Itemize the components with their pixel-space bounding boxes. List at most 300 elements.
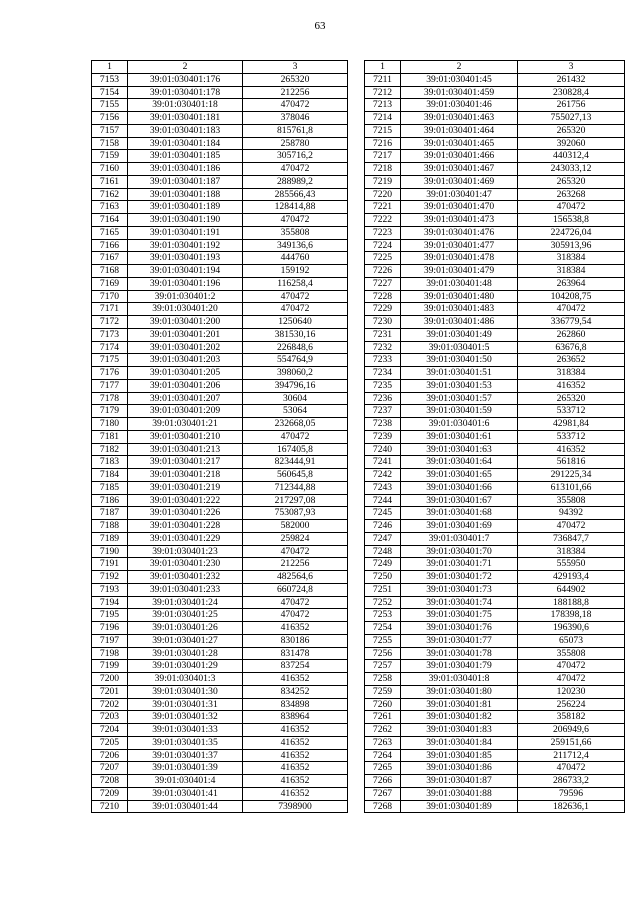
table-row — [92, 175, 348, 188]
value-cell: 381530,16 — [243, 328, 348, 341]
value-cell: 561816 — [518, 456, 625, 469]
cadastral-number-cell: 39:01:030401:193 — [128, 252, 243, 265]
table-row — [365, 277, 625, 290]
row-number-cell: 7175 — [92, 354, 128, 367]
table-row — [92, 800, 348, 813]
row-number-cell: 7227 — [365, 277, 401, 290]
table-row — [365, 787, 625, 800]
row-number-cell: 7164 — [92, 214, 128, 227]
row-number-cell: 7218 — [365, 163, 401, 176]
row-number-cell: 7265 — [365, 762, 401, 775]
row-number-cell: 7184 — [92, 469, 128, 482]
cadastral-number-cell: 39:01:030401:465 — [401, 137, 518, 150]
row-number-cell: 7167 — [92, 252, 128, 265]
table-row — [92, 265, 348, 278]
cadastral-number-cell: 39:01:030401:29 — [128, 660, 243, 673]
value-cell: 258780 — [243, 137, 348, 150]
row-number-cell: 7251 — [365, 583, 401, 596]
value-cell: 159192 — [243, 265, 348, 278]
table-row — [365, 469, 625, 482]
value-cell: 416352 — [243, 787, 348, 800]
cadastral-number-cell: 39:01:030401:188 — [128, 188, 243, 201]
table-row — [365, 175, 625, 188]
table-row — [365, 418, 625, 431]
table-row — [92, 430, 348, 443]
row-number-cell: 7163 — [92, 201, 128, 214]
table-row — [92, 214, 348, 227]
table-row — [365, 290, 625, 303]
table-row — [92, 762, 348, 775]
table-row — [365, 698, 625, 711]
row-number-cell: 7230 — [365, 316, 401, 329]
row-number-cell: 7159 — [92, 150, 128, 163]
row-number-cell: 7165 — [92, 226, 128, 239]
row-number-cell: 7249 — [365, 558, 401, 571]
value-cell: 416352 — [243, 673, 348, 686]
row-number-cell: 7162 — [92, 188, 128, 201]
table-row — [92, 124, 348, 137]
row-number-cell: 7180 — [92, 418, 128, 431]
cadastral-number-cell: 39:01:030401:229 — [128, 532, 243, 545]
table-row — [365, 647, 625, 660]
row-number-cell: 7253 — [365, 609, 401, 622]
value-cell: 416352 — [243, 724, 348, 737]
cadastral-number-cell: 39:01:030401:27 — [128, 634, 243, 647]
cadastral-number-cell: 39:01:030401:86 — [401, 762, 518, 775]
table-row — [92, 787, 348, 800]
value-cell: 392060 — [518, 137, 625, 150]
cadastral-number-cell: 39:01:030401:181 — [128, 112, 243, 125]
table-row — [365, 99, 625, 112]
table-row — [365, 800, 625, 813]
row-number-cell: 7186 — [92, 494, 128, 507]
value-cell: 416352 — [243, 762, 348, 775]
value-cell: 305913,96 — [518, 239, 625, 252]
value-cell: 470472 — [243, 609, 348, 622]
row-number-cell: 7154 — [92, 86, 128, 99]
cadastral-number-cell: 39:01:030401:82 — [401, 711, 518, 724]
row-number-cell: 7181 — [92, 430, 128, 443]
value-cell: 53064 — [243, 405, 348, 418]
value-cell: 470472 — [243, 99, 348, 112]
cadastral-number-cell: 39:01:030401:88 — [401, 787, 518, 800]
table-row — [365, 379, 625, 392]
row-number-cell: 7213 — [365, 99, 401, 112]
table-row — [365, 507, 625, 520]
table-row — [92, 634, 348, 647]
table-row — [365, 265, 625, 278]
value-cell: 262860 — [518, 328, 625, 341]
row-number-cell: 7156 — [92, 112, 128, 125]
value-cell: 65073 — [518, 634, 625, 647]
cadastral-number-cell: 39:01:030401:81 — [401, 698, 518, 711]
value-cell: 206949,6 — [518, 724, 625, 737]
row-number-cell: 7225 — [365, 252, 401, 265]
row-number-cell: 7239 — [365, 430, 401, 443]
cadastral-number-cell: 39:01:030401:6 — [401, 418, 518, 431]
table-row — [92, 775, 348, 788]
cadastral-number-cell: 39:01:030401:187 — [128, 175, 243, 188]
row-number-cell: 7206 — [92, 749, 128, 762]
table-row — [92, 469, 348, 482]
cadastral-number-cell: 39:01:030401:89 — [401, 800, 518, 813]
table-row — [92, 392, 348, 405]
cadastral-number-cell: 39:01:030401:68 — [401, 507, 518, 520]
value-cell: 470472 — [518, 762, 625, 775]
value-cell: 416352 — [243, 749, 348, 762]
value-cell: 182636,1 — [518, 800, 625, 813]
value-cell: 120230 — [518, 685, 625, 698]
table-row — [365, 392, 625, 405]
table-row — [92, 736, 348, 749]
cadastral-number-cell: 39:01:030401:466 — [401, 150, 518, 163]
row-number-cell: 7262 — [365, 724, 401, 737]
value-cell: 224726,04 — [518, 226, 625, 239]
value-cell: 288989,2 — [243, 175, 348, 188]
cadastral-number-cell: 39:01:030401:50 — [401, 354, 518, 367]
table-row — [365, 252, 625, 265]
cadastral-number-cell: 39:01:030401:26 — [128, 622, 243, 635]
cadastral-number-cell: 39:01:030401:79 — [401, 660, 518, 673]
cadastral-number-cell: 39:01:030401:20 — [128, 303, 243, 316]
row-number-cell: 7254 — [365, 622, 401, 635]
table-row — [365, 430, 625, 443]
row-number-cell: 7232 — [365, 341, 401, 354]
value-cell: 533712 — [518, 430, 625, 443]
row-number-cell: 7252 — [365, 596, 401, 609]
row-number-cell: 7259 — [365, 685, 401, 698]
cadastral-number-cell: 39:01:030401:23 — [128, 545, 243, 558]
table-row — [365, 660, 625, 673]
row-number-cell: 7266 — [365, 775, 401, 788]
value-cell: 416352 — [518, 379, 625, 392]
row-number-cell: 7185 — [92, 481, 128, 494]
row-number-cell: 7222 — [365, 214, 401, 227]
cadastral-number-cell: 39:01:030401:28 — [128, 647, 243, 660]
value-cell: 265320 — [243, 73, 348, 86]
cadastral-number-cell: 39:01:030401:210 — [128, 430, 243, 443]
cadastral-number-cell: 39:01:030401:469 — [401, 175, 518, 188]
table-row — [92, 724, 348, 737]
cadastral-number-cell: 39:01:030401:39 — [128, 762, 243, 775]
cadastral-number-cell: 39:01:030401:185 — [128, 150, 243, 163]
table-row — [92, 558, 348, 571]
cadastral-number-cell: 39:01:030401:8 — [401, 673, 518, 686]
row-number-cell: 7257 — [365, 660, 401, 673]
cadastral-number-cell: 39:01:030401:480 — [401, 290, 518, 303]
table-row — [365, 596, 625, 609]
row-number-cell: 7178 — [92, 392, 128, 405]
value-cell: 212256 — [243, 558, 348, 571]
table-row — [92, 481, 348, 494]
cadastral-number-cell: 39:01:030401:194 — [128, 265, 243, 278]
row-number-cell: 7161 — [92, 175, 128, 188]
value-cell: 263964 — [518, 277, 625, 290]
cadastral-number-cell: 39:01:030401:7 — [401, 532, 518, 545]
cadastral-number-cell: 39:01:030401:473 — [401, 214, 518, 227]
table-row — [92, 367, 348, 380]
value-cell: 42981,84 — [518, 418, 625, 431]
column-header: 3 — [243, 61, 348, 74]
table-row — [365, 520, 625, 533]
value-cell: 470472 — [518, 660, 625, 673]
table-row — [92, 150, 348, 163]
row-number-cell: 7226 — [365, 265, 401, 278]
row-number-cell: 7176 — [92, 367, 128, 380]
value-cell: 265320 — [518, 392, 625, 405]
table-row — [365, 316, 625, 329]
row-number-cell: 7236 — [365, 392, 401, 405]
row-number-cell: 7267 — [365, 787, 401, 800]
cadastral-number-cell: 39:01:030401:459 — [401, 86, 518, 99]
cadastral-number-cell: 39:01:030401:24 — [128, 596, 243, 609]
row-number-cell: 7244 — [365, 494, 401, 507]
row-number-cell: 7199 — [92, 660, 128, 673]
cadastral-number-cell: 39:01:030401:230 — [128, 558, 243, 571]
row-number-cell: 7207 — [92, 762, 128, 775]
cadastral-number-cell: 39:01:030401:186 — [128, 163, 243, 176]
value-cell: 470472 — [243, 596, 348, 609]
value-cell: 444760 — [243, 252, 348, 265]
table-row — [92, 137, 348, 150]
row-number-cell: 7198 — [92, 647, 128, 660]
value-cell: 838964 — [243, 711, 348, 724]
value-cell: 470472 — [243, 303, 348, 316]
row-number-cell: 7219 — [365, 175, 401, 188]
cadastral-number-cell: 39:01:030401:31 — [128, 698, 243, 711]
table-row — [92, 163, 348, 176]
cadastral-number-cell: 39:01:030401:18 — [128, 99, 243, 112]
cadastral-number-cell: 39:01:030401:73 — [401, 583, 518, 596]
value-cell: 416352 — [243, 622, 348, 635]
row-number-cell: 7182 — [92, 443, 128, 456]
value-cell: 470472 — [518, 520, 625, 533]
cadastral-number-cell: 39:01:030401:4 — [128, 775, 243, 788]
cadastral-number-cell: 39:01:030401:178 — [128, 86, 243, 99]
value-cell: 217297,08 — [243, 494, 348, 507]
row-number-cell: 7189 — [92, 532, 128, 545]
cadastral-number-cell: 39:01:030401:46 — [401, 99, 518, 112]
value-cell: 660724,8 — [243, 583, 348, 596]
value-cell: 318384 — [518, 252, 625, 265]
table-row — [92, 354, 348, 367]
row-number-cell: 7264 — [365, 749, 401, 762]
row-number-cell: 7214 — [365, 112, 401, 125]
value-cell: 286733,2 — [518, 775, 625, 788]
row-number-cell: 7256 — [365, 647, 401, 660]
cadastral-number-cell: 39:01:030401:477 — [401, 239, 518, 252]
table-row — [92, 596, 348, 609]
row-number-cell: 7212 — [365, 86, 401, 99]
cadastral-number-cell: 39:01:030401:176 — [128, 73, 243, 86]
row-number-cell: 7200 — [92, 673, 128, 686]
table-row — [365, 558, 625, 571]
row-number-cell: 7173 — [92, 328, 128, 341]
table-row — [365, 749, 625, 762]
cadastral-number-cell: 39:01:030401:61 — [401, 430, 518, 443]
cadastral-number-cell: 39:01:030401:486 — [401, 316, 518, 329]
cadastral-number-cell: 39:01:030401:33 — [128, 724, 243, 737]
value-cell: 582000 — [243, 520, 348, 533]
table-row — [92, 609, 348, 622]
value-cell: 1250640 — [243, 316, 348, 329]
table-row — [365, 150, 625, 163]
row-number-cell: 7197 — [92, 634, 128, 647]
table-row — [92, 277, 348, 290]
value-cell: 560645,8 — [243, 469, 348, 482]
column-header: 2 — [128, 61, 243, 74]
table-row — [365, 532, 625, 545]
cadastral-number-cell: 39:01:030401:25 — [128, 609, 243, 622]
table-row — [365, 545, 625, 558]
table-row — [92, 418, 348, 431]
column-header: 1 — [365, 61, 401, 74]
value-cell: 823444,91 — [243, 456, 348, 469]
row-number-cell: 7240 — [365, 443, 401, 456]
table-row — [92, 328, 348, 341]
value-cell: 470472 — [243, 214, 348, 227]
cadastral-number-cell: 39:01:030401:72 — [401, 571, 518, 584]
row-number-cell: 7191 — [92, 558, 128, 571]
table-row — [365, 86, 625, 99]
row-number-cell: 7192 — [92, 571, 128, 584]
value-cell: 243033,12 — [518, 163, 625, 176]
value-cell: 318384 — [518, 545, 625, 558]
table-row — [365, 685, 625, 698]
row-number-cell: 7210 — [92, 800, 128, 813]
row-number-cell: 7153 — [92, 73, 128, 86]
cadastral-number-cell: 39:01:030401:192 — [128, 239, 243, 252]
value-cell: 416352 — [243, 736, 348, 749]
row-number-cell: 7247 — [365, 532, 401, 545]
cadastral-number-cell: 39:01:030401:483 — [401, 303, 518, 316]
row-number-cell: 7172 — [92, 316, 128, 329]
table-row — [92, 660, 348, 673]
value-cell: 156538,8 — [518, 214, 625, 227]
cadastral-number-cell: 39:01:030401:213 — [128, 443, 243, 456]
table-row — [365, 494, 625, 507]
table-row — [365, 711, 625, 724]
row-number-cell: 7179 — [92, 405, 128, 418]
row-number-cell: 7183 — [92, 456, 128, 469]
cadastral-number-cell: 39:01:030401:78 — [401, 647, 518, 660]
row-number-cell: 7248 — [365, 545, 401, 558]
value-cell: 79596 — [518, 787, 625, 800]
cadastral-number-cell: 39:01:030401:83 — [401, 724, 518, 737]
row-number-cell: 7255 — [365, 634, 401, 647]
row-number-cell: 7158 — [92, 137, 128, 150]
cadastral-number-cell: 39:01:030401:30 — [128, 685, 243, 698]
value-cell: 265320 — [518, 175, 625, 188]
cadastral-number-cell: 39:01:030401:57 — [401, 392, 518, 405]
table-row — [365, 634, 625, 647]
value-cell: 416352 — [518, 443, 625, 456]
table-row — [365, 673, 625, 686]
value-cell: 94392 — [518, 507, 625, 520]
value-cell: 263652 — [518, 354, 625, 367]
cadastral-number-cell: 39:01:030401:53 — [401, 379, 518, 392]
row-number-cell: 7260 — [365, 698, 401, 711]
value-cell: 753087,93 — [243, 507, 348, 520]
row-number-cell: 7263 — [365, 736, 401, 749]
table-row — [92, 698, 348, 711]
row-number-cell: 7166 — [92, 239, 128, 252]
table-row — [92, 545, 348, 558]
cadastral-number-cell: 39:01:030401:76 — [401, 622, 518, 635]
value-cell: 358182 — [518, 711, 625, 724]
table-row — [92, 673, 348, 686]
cadastral-number-cell: 39:01:030401:64 — [401, 456, 518, 469]
column-header: 3 — [518, 61, 625, 74]
value-cell: 470472 — [518, 201, 625, 214]
value-cell: 555950 — [518, 558, 625, 571]
value-cell: 429193,4 — [518, 571, 625, 584]
column-header: 2 — [401, 61, 518, 74]
value-cell: 188188,8 — [518, 596, 625, 609]
row-number-cell: 7241 — [365, 456, 401, 469]
row-number-cell: 7258 — [365, 673, 401, 686]
value-cell: 613101,66 — [518, 481, 625, 494]
value-cell: 355808 — [243, 226, 348, 239]
column-header: 1 — [92, 61, 128, 74]
table-row — [92, 341, 348, 354]
cadastral-number-cell: 39:01:030401:478 — [401, 252, 518, 265]
row-number-cell: 7228 — [365, 290, 401, 303]
row-number-cell: 7217 — [365, 150, 401, 163]
table-row — [92, 583, 348, 596]
table-row — [365, 354, 625, 367]
value-cell: 285566,43 — [243, 188, 348, 201]
table-row — [365, 405, 625, 418]
row-number-cell: 7177 — [92, 379, 128, 392]
value-cell: 263268 — [518, 188, 625, 201]
row-number-cell: 7220 — [365, 188, 401, 201]
value-cell: 261432 — [518, 73, 625, 86]
cadastral-number-cell: 39:01:030401:470 — [401, 201, 518, 214]
value-cell: 349136,6 — [243, 239, 348, 252]
table-row — [365, 583, 625, 596]
cadastral-number-cell: 39:01:030401:467 — [401, 163, 518, 176]
value-cell: 830186 — [243, 634, 348, 647]
row-number-cell: 7234 — [365, 367, 401, 380]
table-row — [365, 571, 625, 584]
row-number-cell: 7170 — [92, 290, 128, 303]
table-row — [365, 239, 625, 252]
cadastral-number-cell: 39:01:030401:70 — [401, 545, 518, 558]
row-number-cell: 7195 — [92, 609, 128, 622]
table-row — [92, 112, 348, 125]
cadastral-number-cell: 39:01:030401:84 — [401, 736, 518, 749]
table-row — [92, 290, 348, 303]
row-number-cell: 7235 — [365, 379, 401, 392]
row-number-cell: 7171 — [92, 303, 128, 316]
cadastral-number-cell: 39:01:030401:206 — [128, 379, 243, 392]
value-cell: 167405,8 — [243, 443, 348, 456]
value-cell: 318384 — [518, 367, 625, 380]
row-number-cell: 7221 — [365, 201, 401, 214]
cadastral-number-cell: 39:01:030401:232 — [128, 571, 243, 584]
value-cell: 470472 — [243, 163, 348, 176]
row-number-cell: 7250 — [365, 571, 401, 584]
cadastral-number-cell: 39:01:030401:35 — [128, 736, 243, 749]
row-number-cell: 7169 — [92, 277, 128, 290]
cadastral-number-cell: 39:01:030401:200 — [128, 316, 243, 329]
table-row — [92, 749, 348, 762]
row-number-cell: 7211 — [365, 73, 401, 86]
table-row — [92, 532, 348, 545]
value-cell: 394796,16 — [243, 379, 348, 392]
parcel-table-left — [91, 60, 348, 813]
